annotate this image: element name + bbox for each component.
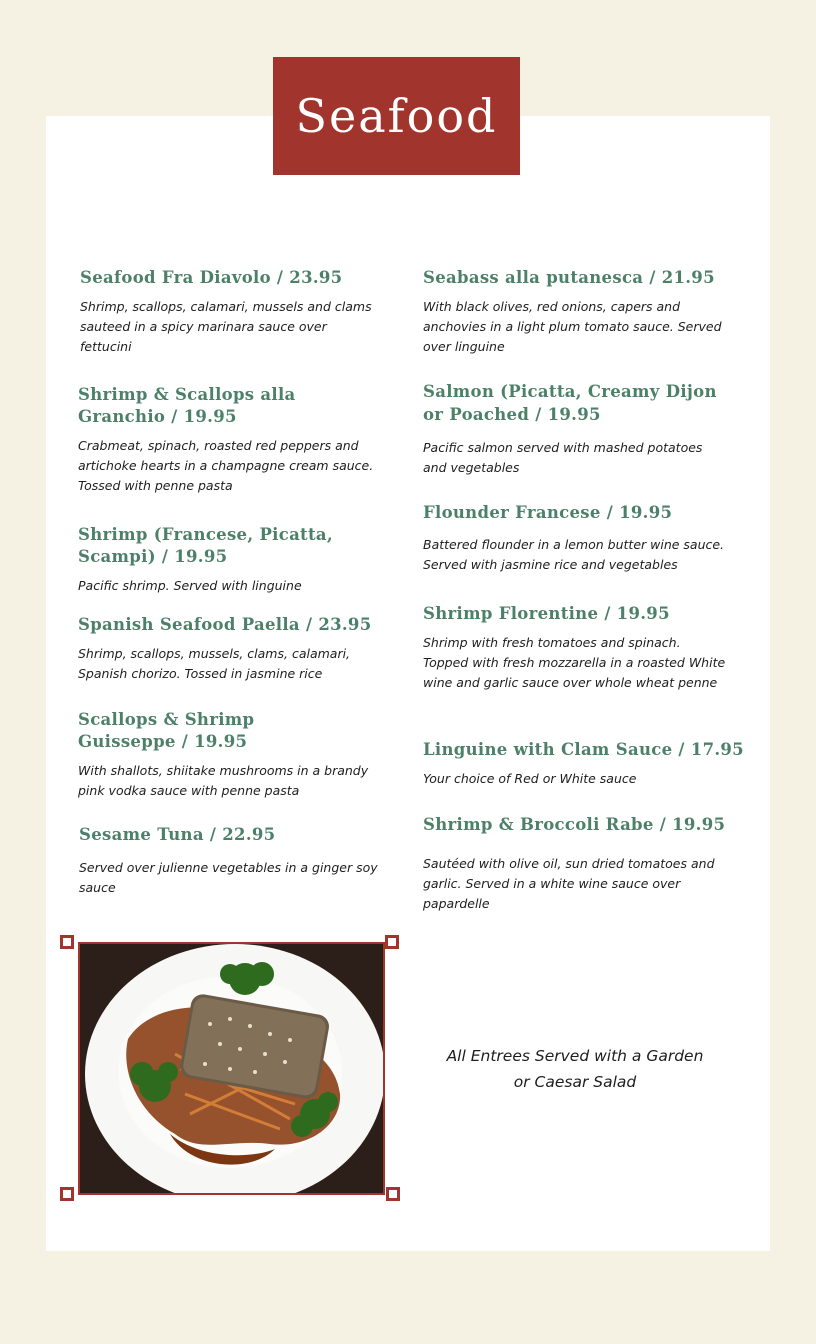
menu-item-description: With shallots, shiitake mushrooms in a brandy pink vodka sauce with penne pasta [78,763,369,798]
menu-item-name: Spanish Seafood Paella / 23.95 [78,615,372,634]
resize-handle-bottom-right[interactable] [386,1187,400,1201]
menu-item [423,380,728,478]
sesame-tuna-plate-image [80,944,383,1193]
menu-item [78,614,378,684]
menu-item-name: Seabass alla putanesca / 21.95 [423,268,715,287]
menu-item-name: Shrimp Florentine / 19.95 [423,604,670,623]
menu-item-name: Shrimp & Scallops alla Granchio / 19.95 [78,385,296,426]
menu-item-name: Flounder Francese / 19.95 [423,503,673,522]
menu-item-description: Crabmeat, spinach, roasted red peppers and artichoke hearts in a champagne cream sauce. Tossed with penne pasta [78,438,374,493]
menu-item [78,384,383,496]
menu-item-description: Shrimp, scallops, calamari, mussels and clams sauteed in a spicy marinara sauce over fettucini [80,299,372,354]
menu-item-description: Your choice of Red or White sauce [423,771,637,786]
menu-item [423,267,728,357]
dish-photo [78,942,385,1195]
menu-item-description: With black olives, red onions, capers and anchovies in a light plum tomato sauce. Served over linguine [423,299,722,354]
menu-item-description: Shrimp with fresh tomatoes and spinach. Topped with fresh mozzarella in a roasted White wine and garlic sauce over whole wheat penne [423,635,726,690]
menu-item-description: Pacific shrimp. Served with linguine [78,578,302,593]
resize-handle-bottom-left[interactable] [60,1187,74,1201]
footer-note: All Entrees Served with a Garden or Caesar Salad [446,1047,704,1091]
menu-item-name: Sesame Tuna / 22.95 [79,825,276,844]
menu-item-description: Sautéed with olive oil, sun dried tomatoes and garlic. Served in a white wine sauce over papardelle [423,856,715,911]
menu-item-description: Pacific salmon served with mashed potatoes and vegetables [423,440,703,475]
resize-handle-top-left[interactable] [60,935,74,949]
menu-item-description: Served over julienne vegetables in a ginger soy sauce [79,860,378,895]
menu-item-name: Shrimp (Francese, Picatta, Scampi) / 19.95 [78,525,333,566]
menu-item-name: Scallops & Shrimp Guisseppe / 19.95 [78,710,255,751]
menu-item [79,824,384,898]
menu-item-name: Seafood Fra Diavolo / 23.95 [80,268,343,287]
menu-item [423,502,728,575]
menu-item [423,814,728,914]
section-banner [273,57,520,175]
section-title: Seafood [295,89,498,143]
menu-item [78,524,383,596]
menu-item [80,267,380,357]
menu-item-name: Salmon (Picatta, Creamy Dijon or Poached / 19.95 [423,382,717,424]
menu-item-name: Linguine with Clam Sauce / 17.95 [423,740,744,759]
resize-handle-top-right[interactable] [385,935,399,949]
menu-item-description: Shrimp, scallops, mussels, clams, calamari, Spanish chorizo. Tossed in jasmine rice [78,646,351,681]
menu-item-name: Shrimp & Broccoli Rabe / 19.95 [423,815,726,834]
menu-item [423,739,753,789]
menu-item [78,709,378,801]
menu-item [423,603,728,693]
menu-item-description: Battered flounder in a lemon butter wine sauce. Served with jasmine rice and vegetables [423,537,725,572]
